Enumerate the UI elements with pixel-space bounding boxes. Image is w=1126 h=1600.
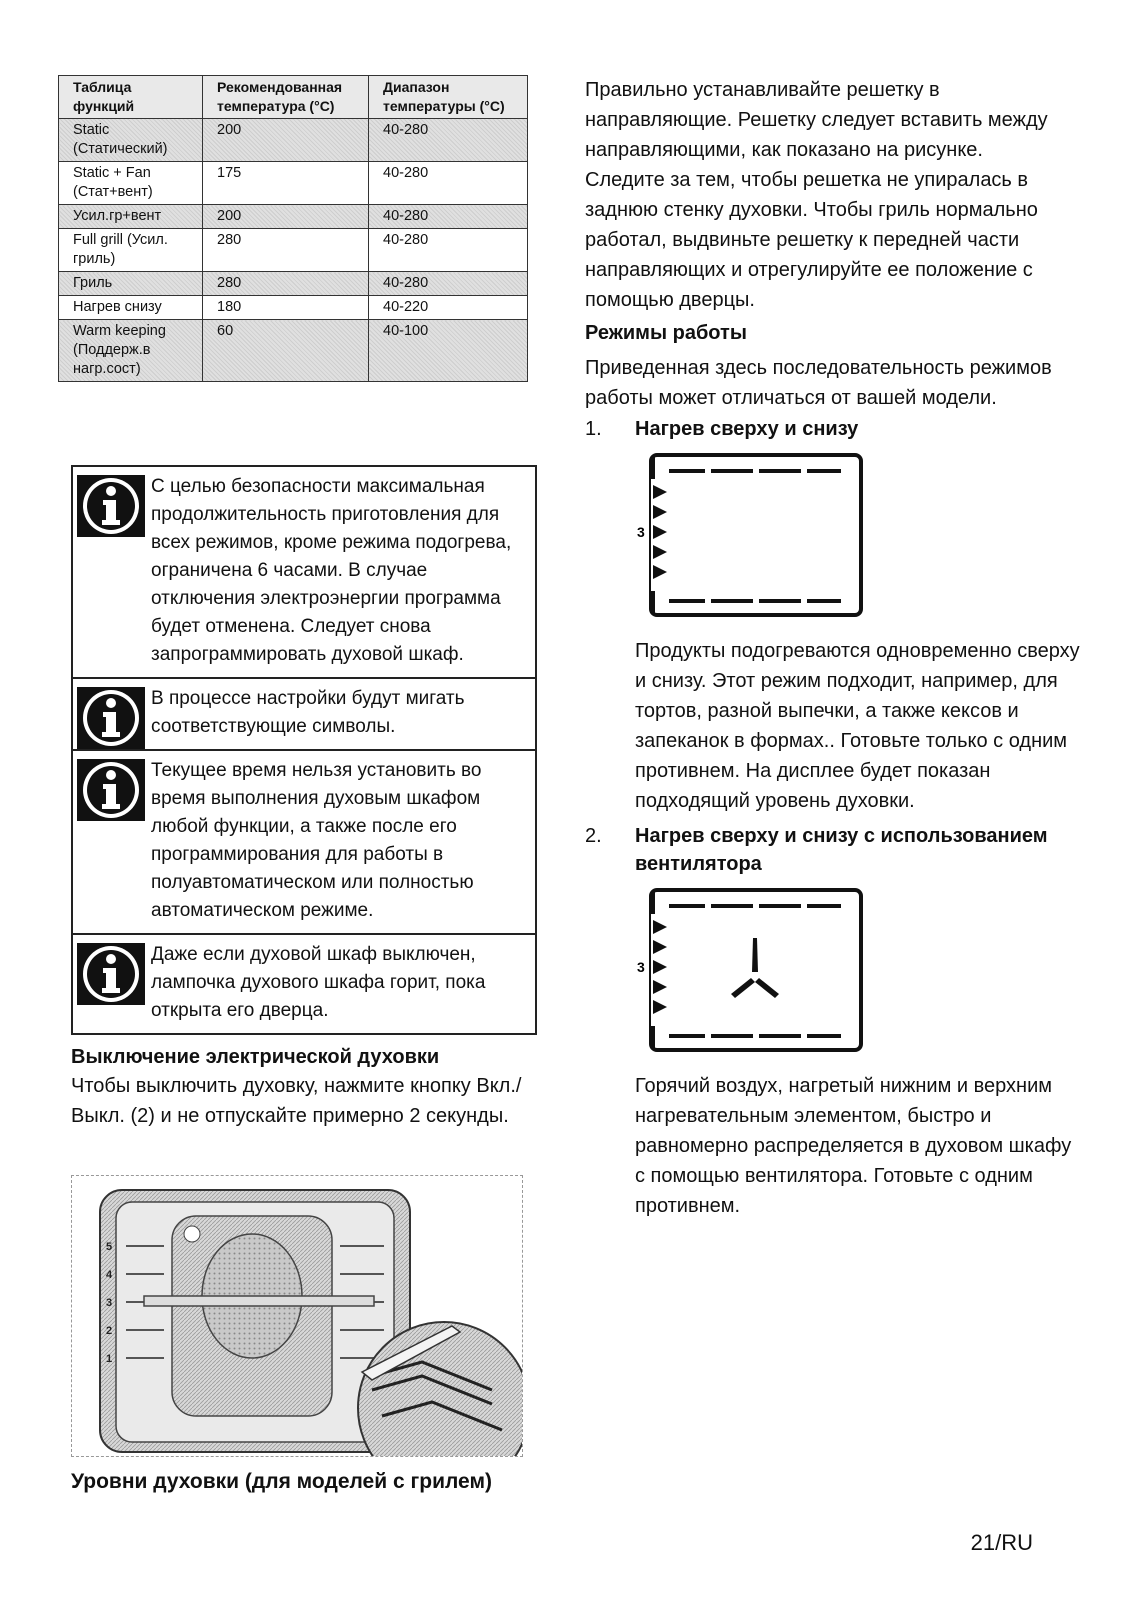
info-icon-glyph	[77, 943, 145, 1005]
table-row	[59, 162, 528, 205]
table-cell-range: 40-280	[369, 229, 528, 272]
table-cell-name: Static + Fan (Стат+вент)	[59, 162, 203, 205]
info-icon	[73, 935, 151, 1033]
mode-title: Нагрев сверху и снизу	[635, 418, 859, 440]
mode-item	[585, 415, 1085, 443]
mode-display-top-bottom	[635, 451, 1085, 626]
rack-position-text: Следите за тем, чтобы решетка не упиралась в заднюю стенку духовки. Чтобы гриль нормально работал, выдвиньте решетку к передней части направляющих и отрегулируйте ее положение с помощью дверцы.	[585, 169, 1038, 311]
info-icon-glyph	[77, 759, 145, 821]
rack-intro-text: Правильно устанавливайте решетку в направляющие. Решетку следует вставить между направляющими, как показано на рисунке.	[585, 79, 1048, 161]
info-icon	[73, 467, 151, 677]
info-note-text: Даже если духовой шкаф выключен, лампочка духового шкафа горит, пока открыта его дверца.	[151, 944, 486, 1021]
modes-intro-text: Приведенная здесь последовательность режимов работы может отличаться от вашей модели.	[585, 357, 1052, 409]
mode-description: Горячий воздух, нагретый нижним и верхним нагревательным элементом, быстро и равномерно распределяется в духовом шкафу с помощью вентилятора. Готовьте с одним противнем.	[635, 1075, 1072, 1217]
info-note-text: Текущее время нельзя установить во время выполнения духовым шкафом любой функции, а также после его программирования для работы в полуавтоматическом или полностью автоматическом режиме.	[151, 760, 482, 921]
function-table-body	[59, 119, 528, 382]
table-cell-range: 40-280	[369, 205, 528, 229]
oven-off-section	[71, 1043, 541, 1131]
mode-number: 2.	[585, 825, 602, 847]
table-cell-range: 40-100	[369, 320, 528, 382]
table-row	[59, 205, 528, 229]
mode-number: 1.	[585, 418, 602, 440]
table-cell-range: 40-280	[369, 272, 528, 296]
table-cell-temp: 200	[203, 119, 369, 162]
info-note-text: В процессе настройки будут мигать соответствующие символы.	[151, 688, 465, 737]
level-label: 2	[106, 1325, 113, 1337]
function-table	[58, 75, 528, 382]
table-cell-name: Гриль	[59, 272, 203, 296]
oven-off-heading: Выключение электрической духовки	[71, 1046, 440, 1068]
table-header: Диапазон температуры (°C)	[369, 76, 528, 119]
table-row	[59, 229, 528, 272]
display-level-number: 3	[637, 524, 645, 540]
table-cell-name: Static (Статический)	[59, 119, 203, 162]
table-cell-range: 40-280	[369, 162, 528, 205]
oven-display-fan-icon	[635, 886, 867, 1056]
table-row	[59, 320, 528, 382]
info-icon-glyph	[77, 475, 145, 537]
info-notes	[71, 465, 537, 1035]
table-row	[59, 272, 528, 296]
table-cell-name: Нагрев снизу	[59, 296, 203, 320]
table-cell-temp: 60	[203, 320, 369, 382]
level-label: 1	[106, 1353, 113, 1365]
table-header: Таблица функций	[59, 76, 203, 119]
fan-icon	[731, 938, 779, 998]
level-label: 5	[106, 1241, 113, 1253]
modes-heading: Режимы работы	[585, 322, 747, 344]
left-column	[58, 75, 534, 1493]
level-label: 4	[106, 1269, 113, 1281]
info-note	[73, 679, 535, 751]
oven-cavity-drawing	[72, 1176, 522, 1456]
table-cell-temp: 280	[203, 272, 369, 296]
info-icon	[73, 679, 151, 749]
mode-display-fan	[635, 886, 1085, 1061]
oven-off-text: Чтобы выключить духовку, нажмите кнопку Вкл./Выкл. (2) и не отпускайте примерно 2 секунды.	[71, 1075, 522, 1127]
info-icon	[73, 751, 151, 933]
table-cell-temp: 200	[203, 205, 369, 229]
display-level-number: 3	[637, 959, 645, 975]
table-row	[59, 296, 528, 320]
table-header: Рекомендованная температура (°C)	[203, 76, 369, 119]
oven-levels-illustration	[71, 1175, 523, 1457]
oven-levels-caption: Уровни духовки (для моделей с грилем)	[71, 1470, 492, 1493]
info-note	[73, 751, 535, 935]
table-cell-name: Full grill (Усил. гриль)	[59, 229, 203, 272]
table-row	[59, 119, 528, 162]
table-cell-name: Усил.гр+вент	[59, 205, 203, 229]
page-number: 21/RU	[970, 1530, 1033, 1555]
oven-display-icon	[635, 451, 867, 621]
table-header-row	[59, 76, 528, 119]
table-cell-name: Warm keeping (Поддерж.в нагр.сост)	[59, 320, 203, 382]
table-cell-temp: 180	[203, 296, 369, 320]
mode-item	[585, 822, 1085, 878]
info-icon-glyph	[77, 687, 145, 749]
table-cell-range: 40-220	[369, 296, 528, 320]
right-column	[585, 75, 1085, 1221]
table-cell-temp: 175	[203, 162, 369, 205]
info-note	[73, 935, 535, 1033]
level-label: 3	[106, 1297, 113, 1309]
info-note	[73, 467, 535, 679]
mode-description: Продукты подогреваются одновременно сверху и снизу. Этот режим подходит, например, для тортов, разной выпечки, а также кексов и запеканок в формах.. Готовьте только с одним противнем. На дисплее будет показан подходящий уровень духовки.	[635, 640, 1080, 812]
info-note-text: С целью безопасности максимальная продолжительность приготовления для всех режимов, кроме режима подогрева, ограничена 6 часами. В случае отключения электроэнергии программа будет отменена. Следует снова запрограммировать духовой шкаф.	[151, 476, 512, 665]
table-cell-range: 40-280	[369, 119, 528, 162]
table-cell-temp: 280	[203, 229, 369, 272]
mode-title: Нагрев сверху и снизу с использованием вентилятора	[635, 825, 1048, 875]
